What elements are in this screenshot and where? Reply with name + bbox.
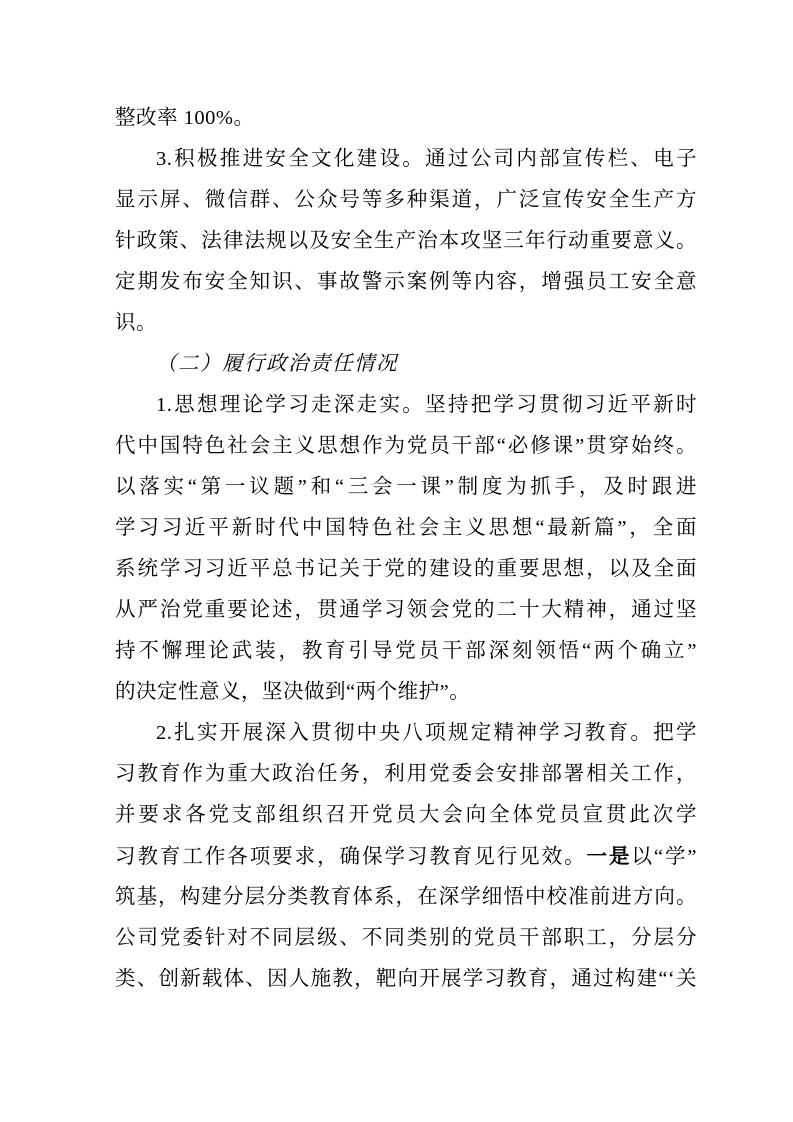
doc-line: 以落实“第一议题”和“三会一课”制度为抓手，及时跟进 (115, 476, 697, 498)
doc-line (115, 836, 697, 877)
doc-line: 系统学习习近平总书记关于党的建设的重要思想，以及全面 (115, 558, 697, 580)
doc-line: 识。 (115, 312, 157, 334)
doc-line: 显示屏、微信群、公众号等多种渠道，广泛宣传安全生产方 (115, 189, 697, 211)
doc-line: 整改率 100%。 (115, 107, 255, 129)
document-text-block (115, 98, 697, 1000)
doc-line: 2.扎实开展深入贯彻中央八项规定精神学习教育。把学 (156, 722, 697, 744)
doc-line: 筑基，构建分层分类教育体系，在深学细悟中校准前进方向。 (115, 886, 697, 908)
doc-line: 3.积极推进安全文化建设。通过公司内部宣传栏、电子 (156, 148, 697, 170)
doc-line: 学习习近平新时代中国特色社会主义思想“最新篇”，全面 (115, 517, 697, 539)
doc-line: 代中国特色社会主义思想作为党员干部“必修课”贯穿始终。 (115, 435, 697, 457)
doc-line-run: 以“学” (631, 846, 698, 868)
doc-line-run: 习教育工作各项要求，确保学习教育见行见效。 (115, 846, 587, 868)
doc-line: 习教育作为重大政治任务，利用党委会安排部署相关工作， (115, 763, 697, 785)
doc-line-run-bold: 一是 (586, 845, 632, 868)
doc-line: 针政策、法律法规以及安全生产治本攻坚三年行动重要意义。 (115, 230, 697, 252)
doc-line: 公司党委针对不同层级、不同类别的党员干部职工，分层分 (115, 927, 697, 949)
doc-line: 的决定性意义，坚决做到“两个维护”。 (115, 681, 471, 703)
doc-line: 类、创新载体、因人施教，靶向开展学习教育，通过构建“‘关 (115, 968, 697, 990)
doc-line: 1.思想理论学习走深走实。坚持把学习贯彻习近平新时 (156, 394, 697, 416)
section-heading: （二）履行政治责任情况 (156, 353, 398, 375)
doc-line: 从严治党重要论述，贯通学习领会党的二十大精神，通过坚 (115, 599, 697, 621)
doc-line: 并要求各党支部组织召开党员大会向全体党员宣贯此次学 (115, 804, 697, 826)
doc-line: 持不懈理论武装，教育引导党员干部深刻领悟“两个确立” (115, 640, 697, 662)
doc-line: 定期发布安全知识、事故警示案例等内容，增强员工安全意 (115, 271, 697, 293)
